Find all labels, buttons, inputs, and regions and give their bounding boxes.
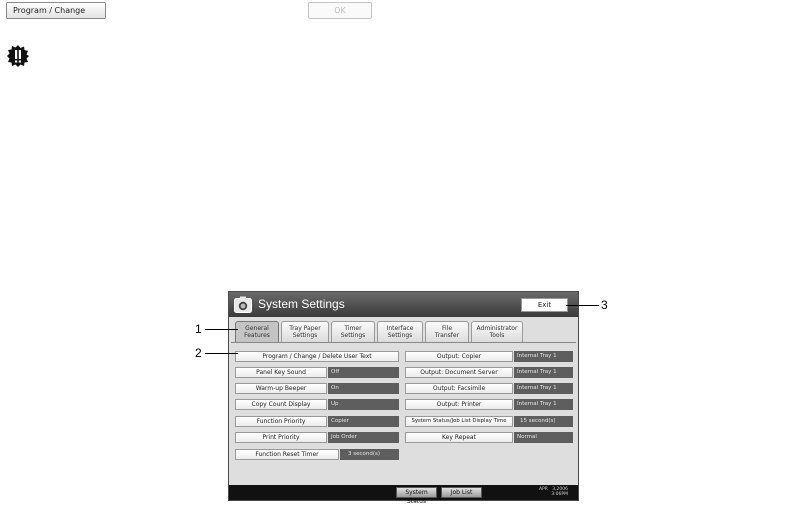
tab-label-line2: Settings: [292, 332, 318, 339]
status-bar: [229, 485, 578, 505]
callout-2: 2: [195, 346, 202, 360]
output-facsimile-value: Internal Tray 1: [514, 383, 573, 394]
output-document-server-value: Internal Tray 1: [514, 367, 573, 378]
print-priority-value: Job Order: [328, 432, 399, 443]
exit-button[interactable]: Exit: [521, 298, 568, 312]
output-facsimile-button[interactable]: Output: Facsimile: [405, 383, 513, 394]
time-text: 3:06PM: [551, 492, 568, 497]
panel-title: System Settings: [258, 297, 345, 311]
warm-up-beeper-value: On: [328, 383, 399, 394]
system-status-job-list-display-time-value: 15 second(s): [514, 416, 573, 427]
key-repeat-button[interactable]: Key Repeat: [405, 432, 513, 443]
title-bar: [229, 292, 578, 317]
job-list-button[interactable]: Job List: [441, 487, 482, 498]
program-change-button[interactable]: Program / Change: [6, 2, 106, 19]
panel-key-sound-button[interactable]: Panel Key Sound: [235, 367, 327, 378]
program-change-delete-user-text-button[interactable]: Program / Change / Delete User Text: [235, 351, 399, 362]
callout-3-line: [566, 305, 599, 306]
function-priority-value: Copier: [328, 416, 399, 427]
copy-count-display-button[interactable]: Copy Count Display: [235, 399, 327, 410]
output-copier-value: Internal Tray 1: [514, 351, 573, 362]
function-priority-button[interactable]: Function Priority: [235, 416, 327, 427]
tab-tray-paper-settings[interactable]: [281, 321, 329, 342]
output-copier-button[interactable]: Output: Copier: [405, 351, 513, 362]
date-time-display: [539, 487, 568, 497]
tab-file-transfer[interactable]: [425, 321, 469, 342]
ok-button[interactable]: OK: [308, 2, 372, 19]
function-reset-timer-value: 3 second(s): [340, 449, 399, 460]
tab-label-line1: Timer: [344, 325, 362, 332]
print-priority-button[interactable]: Print Priority: [235, 432, 327, 443]
system-settings-panel: [228, 291, 579, 505]
tab-label-line1: Interface: [386, 325, 414, 332]
tab-label-line1: Tray Paper: [289, 325, 321, 332]
callout-3: 3: [601, 298, 608, 312]
callout-2-line: [205, 353, 238, 354]
callout-1-line: [205, 329, 238, 330]
callout-1: 1: [195, 322, 202, 336]
tab-label-line2: Settings: [387, 332, 413, 339]
output-printer-value: Internal Tray 1: [514, 399, 573, 410]
tab-label-line2: Settings: [340, 332, 366, 339]
key-repeat-value: Normal: [514, 432, 573, 443]
tab-label-line2: Features: [244, 332, 270, 339]
tab-label-line1: Administrator: [476, 325, 518, 332]
function-reset-timer-button[interactable]: Function Reset Timer: [235, 449, 339, 460]
tab-divider: [231, 342, 576, 343]
tab-label-line1: File: [441, 325, 453, 332]
system-status-button[interactable]: System Status: [396, 487, 437, 498]
camera-icon: [234, 296, 252, 313]
tab-timer-settings[interactable]: [331, 321, 375, 342]
warm-up-beeper-button[interactable]: Warm-up Beeper: [235, 383, 327, 394]
tab-bar: [233, 321, 578, 343]
tab-administrator-tools[interactable]: [471, 321, 523, 342]
tab-label-line2: Tools: [489, 332, 505, 339]
output-printer-button[interactable]: Output: Printer: [405, 399, 513, 410]
tab-label-line2: Transfer: [434, 332, 460, 339]
tab-label-line1: General: [245, 325, 269, 332]
tab-general-features[interactable]: [235, 321, 279, 342]
tab-interface-settings[interactable]: [377, 321, 423, 342]
output-document-server-button[interactable]: Output: Document Server: [405, 367, 513, 378]
copy-count-display-value: Up: [328, 399, 399, 410]
panel-key-sound-value: Off: [328, 367, 399, 378]
important-icon: [7, 45, 29, 67]
system-status-job-list-display-time-button[interactable]: System Status/Job List Display Time: [405, 416, 513, 427]
date-text: APR 3,2006: [539, 487, 568, 492]
